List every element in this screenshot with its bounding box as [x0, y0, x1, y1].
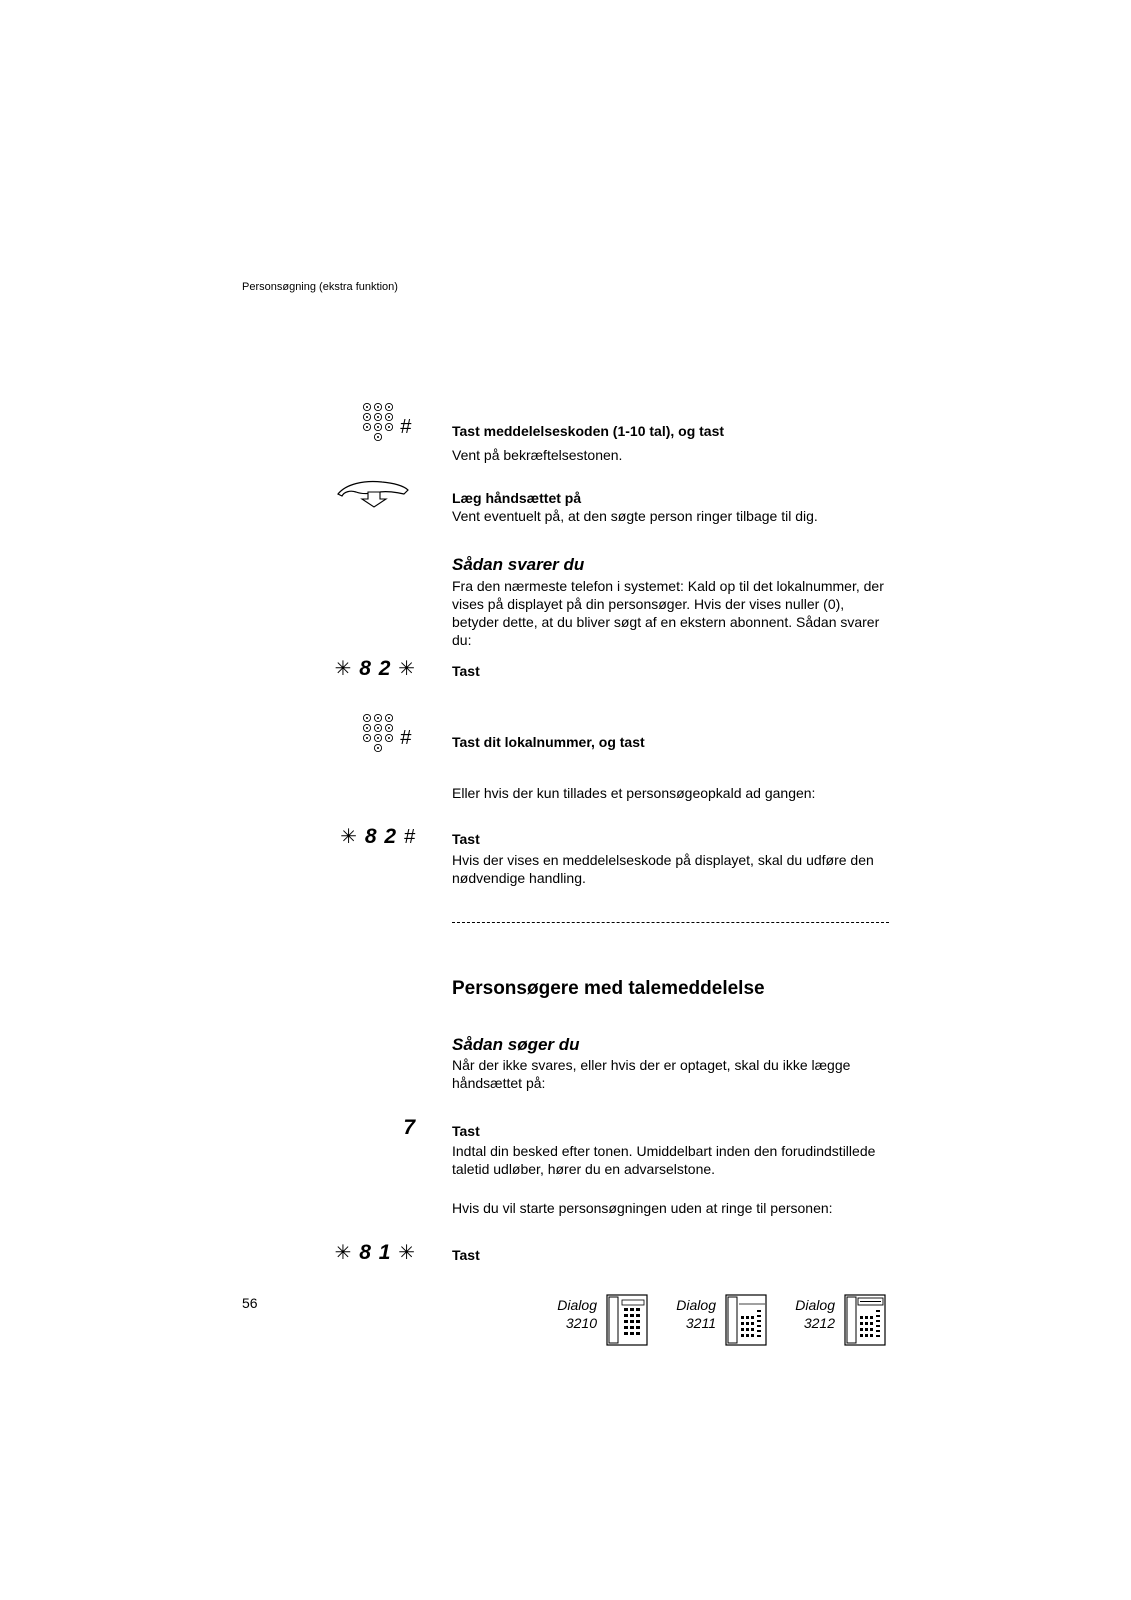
keypad-icon	[362, 402, 398, 446]
model-name: Dialog	[557, 1297, 597, 1313]
keypad-icon	[362, 713, 398, 757]
model-name: Dialog	[676, 1297, 716, 1313]
voice-intro: Når der ikke svares, eller hvis der er optaget, skal du ikke lægge håndsættet på:	[452, 1057, 851, 1091]
key-digits: 8 2	[364, 825, 398, 848]
running-header: Personsøgning (ekstra funktion)	[242, 281, 398, 293]
model-label	[537, 1296, 597, 1332]
step-title: Læg håndsættet på	[452, 490, 582, 506]
model-label	[656, 1296, 716, 1332]
star-key-symbol: ✳	[398, 1242, 416, 1264]
step-title: Tast	[452, 1247, 480, 1263]
section-divider	[452, 922, 889, 923]
section-heading: Personsøgere med talemeddelelse	[452, 978, 765, 999]
phone-3211-icon	[725, 1294, 767, 1346]
phone-3212-icon	[844, 1294, 886, 1346]
step-title: Tast meddelelseskoden (1-10 tal), og tast	[452, 423, 725, 439]
subsection-heading: Sådan søger du	[452, 1035, 580, 1054]
model-number: 3210	[565, 1315, 597, 1331]
star-key-symbol: ✳	[398, 658, 416, 680]
step-title: Tast	[452, 663, 480, 679]
hash-key-symbol: #	[400, 727, 412, 749]
star-key-symbol: ✳	[334, 658, 353, 680]
hash-key-symbol: #	[403, 826, 416, 848]
key-sequence-82-hash	[256, 824, 416, 849]
model-number: 3211	[685, 1315, 716, 1331]
page-number: 56	[242, 1295, 258, 1311]
alt-text: Hvis du vil starte personsøgningen uden at ringe til personen:	[452, 1200, 833, 1216]
step-title: Tast dit lokalnummer, og tast	[452, 734, 645, 750]
step-title: Tast	[452, 831, 480, 847]
hash-key-symbol: #	[400, 416, 412, 438]
star-key-symbol: ✳	[340, 826, 358, 848]
phone-3210-icon	[606, 1294, 648, 1346]
key-sequence-81	[256, 1240, 416, 1265]
step-text: Vent på bekræftelsestonen.	[452, 447, 623, 463]
answer-intro: Fra den nærmeste telefon i systemet: Kald op til det lokalnummer, der vises på displayet på din personsøger. Hvis der vises nuller (0), betyder dette, at du bliver søgt af en ekstern abonnent. Sådan svarer du:	[452, 578, 884, 648]
star-key-symbol: ✳	[334, 1242, 353, 1264]
alt-text: Eller hvis der kun tillades et personsøgeopkald ad gangen:	[452, 785, 816, 801]
step-title: Tast	[452, 1123, 480, 1139]
subsection-heading: Sådan svarer du	[452, 555, 585, 574]
key-sequence-7	[256, 1116, 416, 1140]
key-sequence-82	[256, 656, 416, 681]
model-label	[775, 1296, 835, 1332]
key-digits: 8 2	[359, 657, 392, 680]
handset-down-icon	[336, 480, 412, 510]
model-number: 3212	[803, 1315, 835, 1331]
step-text: Vent eventuelt på, at den søgte person ringer tilbage til dig.	[452, 508, 818, 524]
key-digit: 7	[403, 1116, 416, 1139]
model-name: Dialog	[795, 1297, 835, 1313]
step-text: Hvis der vises en meddelelseskode på displayet, skal du udføre den nødvendige handling.	[452, 852, 874, 886]
step-text: Indtal din besked efter tonen. Umiddelbart inden den forudindstillede taletid udløber, hører du en advarselstone.	[452, 1143, 876, 1177]
key-digits: 8 1	[359, 1241, 392, 1264]
